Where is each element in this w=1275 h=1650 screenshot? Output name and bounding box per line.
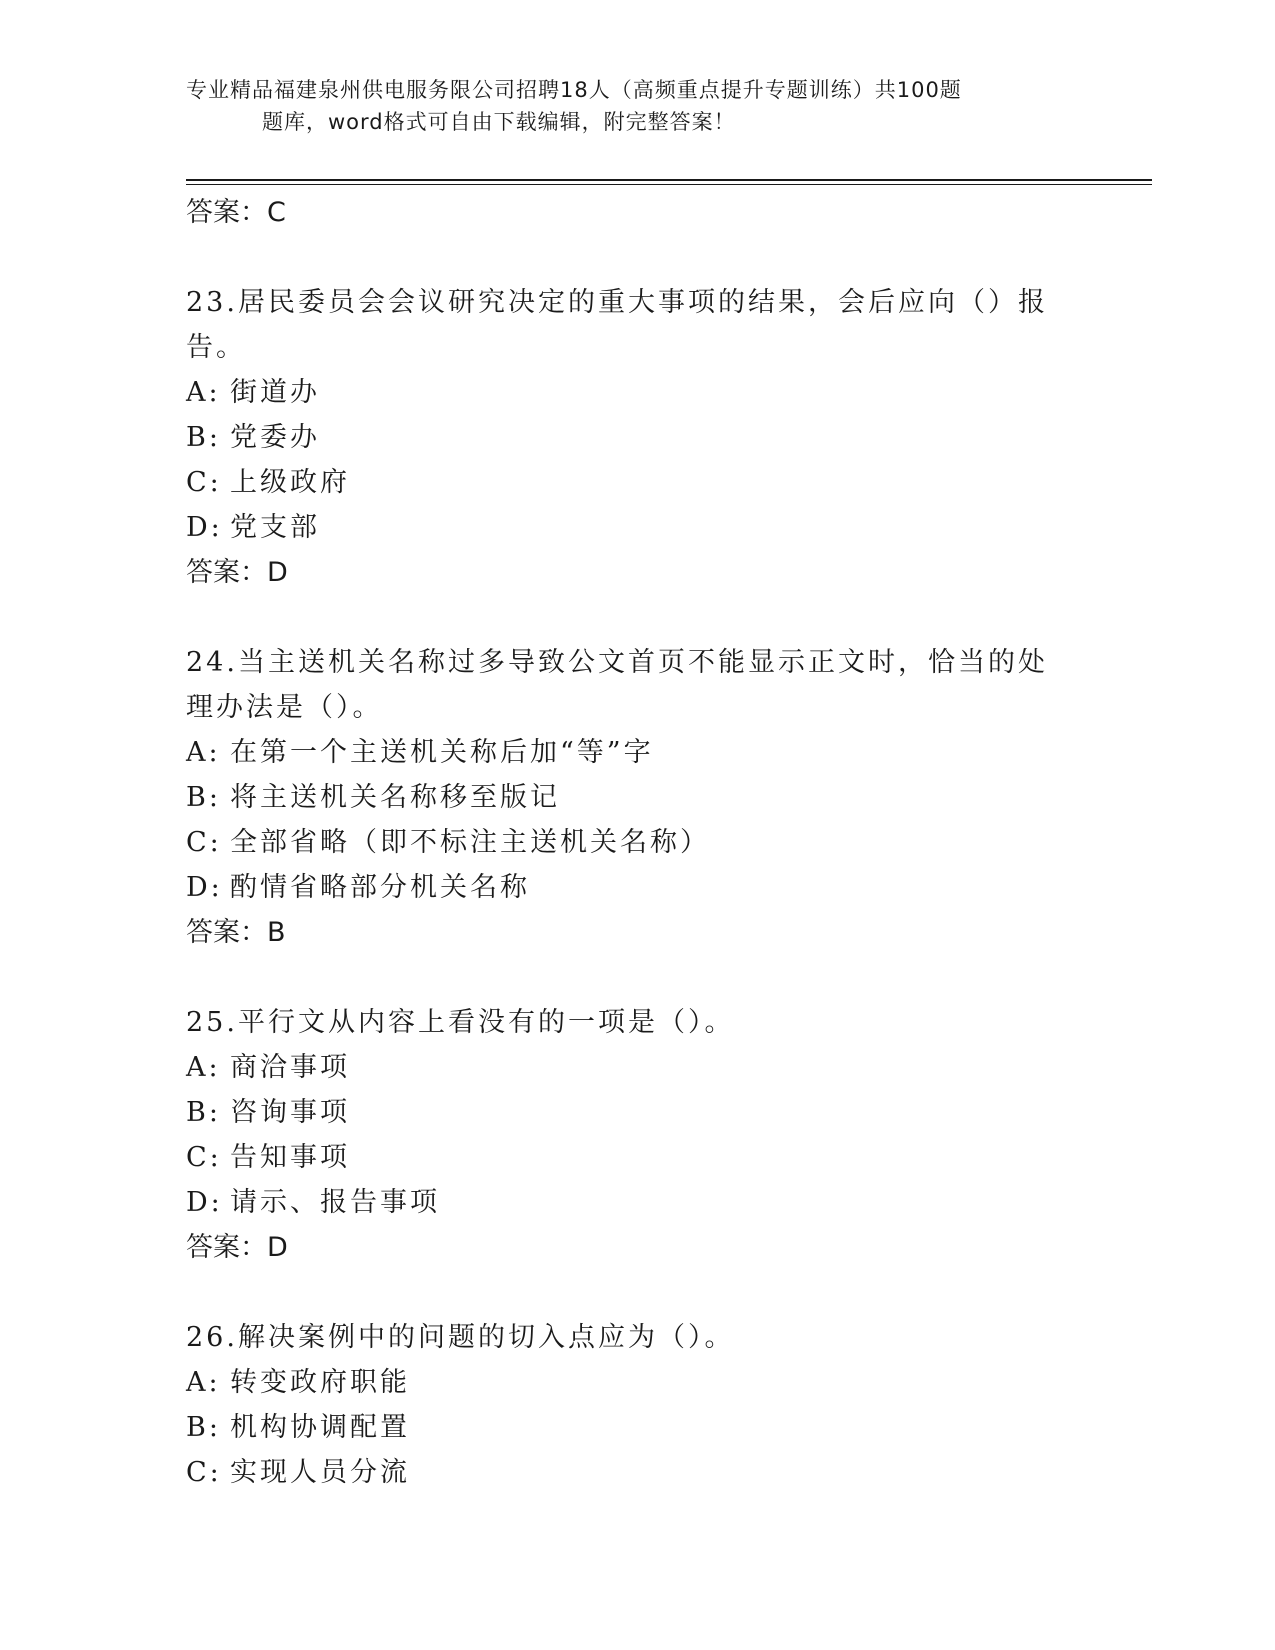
option-line — [186, 370, 1086, 415]
header-line-1: 专业精品福建泉州供电服务限公司招聘18人（高频重点提升专题训练）共100题 — [186, 78, 962, 102]
option-letter: B: — [186, 422, 221, 453]
option-text: 酌情省略部分机关名称 — [230, 872, 530, 903]
option-line — [186, 730, 1086, 775]
option-line — [186, 1135, 1086, 1180]
header-line-2: 题库，word格式可自由下载编辑，附完整答案！ — [262, 110, 736, 134]
spacer — [186, 235, 1086, 280]
question-list — [186, 190, 1086, 1495]
header-rule-thin — [186, 184, 1152, 185]
option-line — [186, 865, 1086, 910]
option-text: 请示、报告事项 — [230, 1187, 440, 1218]
option-letter: D: — [186, 872, 223, 903]
option-letter: B: — [186, 1412, 221, 1443]
option-letter: D: — [186, 1187, 223, 1218]
option-letter: A: — [186, 377, 221, 408]
option-text: 转变政府职能 — [230, 1367, 410, 1398]
option-line — [186, 460, 1086, 505]
option-text: 党委办 — [230, 422, 320, 453]
question-block — [186, 280, 1086, 595]
option-line — [186, 1045, 1086, 1090]
question-block — [186, 640, 1086, 955]
question-block — [186, 1000, 1086, 1270]
option-line — [186, 505, 1086, 550]
answer-line: 答案：C — [186, 197, 286, 228]
option-text: 党支部 — [230, 512, 320, 543]
answer-line: 答案：D — [186, 557, 288, 588]
option-text: 实现人员分流 — [230, 1457, 410, 1488]
option-line — [186, 1405, 1086, 1450]
option-text: 咨询事项 — [230, 1097, 350, 1128]
option-line — [186, 415, 1086, 460]
option-letter: A: — [186, 1367, 221, 1398]
header-rule-thick — [186, 179, 1152, 181]
option-text: 告知事项 — [230, 1142, 350, 1173]
option-line — [186, 1090, 1086, 1135]
question-text: 24.当主送机关名称过多导致公文首页不能显示正文时，恰当的处理办法是（）。 — [186, 647, 1048, 723]
option-letter: B: — [186, 782, 221, 813]
option-line — [186, 1360, 1086, 1405]
option-line — [186, 1180, 1086, 1225]
option-line — [186, 775, 1086, 820]
spacer — [186, 955, 1086, 1000]
option-letter: A: — [186, 737, 221, 768]
question-text: 23.居民委员会会议研究决定的重大事项的结果，会后应向（）报告。 — [186, 287, 1048, 363]
option-line — [186, 1450, 1086, 1495]
answer-line: 答案：D — [186, 1232, 288, 1263]
option-letter: A: — [186, 1052, 221, 1083]
option-letter: D: — [186, 512, 223, 543]
question-text: 26.解决案例中的问题的切入点应为（）。 — [186, 1322, 735, 1353]
option-text: 全部省略（即不标注主送机关名称） — [230, 827, 710, 858]
option-letter: B: — [186, 1097, 221, 1128]
option-text: 将主送机关名称移至版记 — [230, 782, 560, 813]
option-text: 在第一个主送机关称后加“等”字 — [230, 737, 654, 768]
option-letter: C: — [186, 827, 222, 858]
option-text: 街道办 — [230, 377, 320, 408]
option-line — [186, 820, 1086, 865]
question-text: 25.平行文从内容上看没有的一项是（）。 — [186, 1007, 735, 1038]
option-text: 商洽事项 — [230, 1052, 350, 1083]
page-header — [186, 74, 1086, 138]
question-block — [186, 1315, 1086, 1495]
option-letter: C: — [186, 1142, 222, 1173]
answer-line: 答案：B — [186, 917, 286, 948]
option-letter: C: — [186, 467, 222, 498]
option-letter: C: — [186, 1457, 222, 1488]
option-text: 上级政府 — [230, 467, 350, 498]
spacer — [186, 1270, 1086, 1315]
option-text: 机构协调配置 — [230, 1412, 410, 1443]
spacer — [186, 595, 1086, 640]
